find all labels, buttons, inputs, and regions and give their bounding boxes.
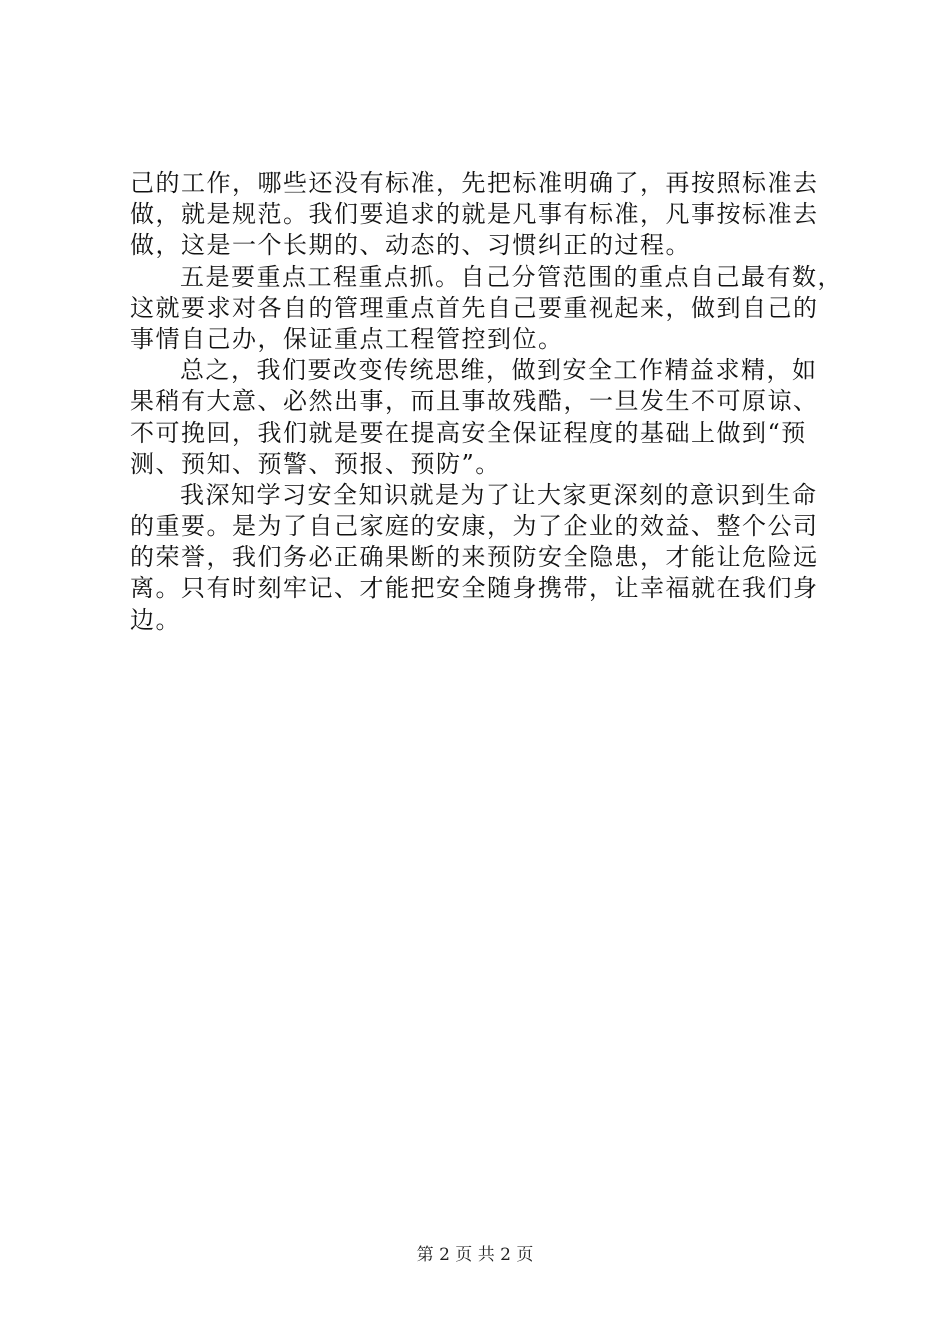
text-line: 做，就是规范。我们要追求的就是凡事有标准，凡事按标准去 <box>130 200 819 229</box>
text-line: 离。只有时刻牢记、才能把安全随身携带，让幸福就在我们身 <box>130 574 819 603</box>
paragraph-first-line: 五是要重点工程重点抓。自己分管范围的重点自己最有数， <box>180 262 843 291</box>
text-line: 事情自己办，保证重点工程管控到位。 <box>130 324 564 353</box>
text-line: 边。 <box>130 605 181 634</box>
text-line: 做，这是一个长期的、动态的、习惯纠正的过程。 <box>130 231 691 260</box>
text-line: 测、预知、预警、预报、预防”。 <box>130 449 501 478</box>
text-line: 的荣誉，我们务必正确果断的来预防安全隐患，才能让危险远 <box>130 543 819 572</box>
text-line: 己的工作，哪些还没有标准，先把标准明确了，再按照标准去 <box>130 169 819 197</box>
text-line: 的重要。是为了自己家庭的安康，为了企业的效益、整个公司 <box>130 512 819 541</box>
text-line: 不可挽回，我们就是要在提高安全保证程度的基础上做到“预 <box>130 418 807 447</box>
paragraph-first-line: 我深知学习安全知识就是为了让大家更深刻的意识到生命 <box>180 480 818 509</box>
page-number-footer: 第 2 页 共 2 页 <box>416 1245 534 1265</box>
paragraph-first-line: 总之，我们要改变传统思维，做到安全工作精益求精，如 <box>180 356 818 385</box>
body-text <box>130 168 843 636</box>
text-line: 果稍有大意、必然出事，而且事故残酷，一旦发生不可原谅、 <box>130 387 819 416</box>
text-line: 这就要求对各自的管理重点首先自己要重视起来，做到自己的 <box>130 293 819 322</box>
